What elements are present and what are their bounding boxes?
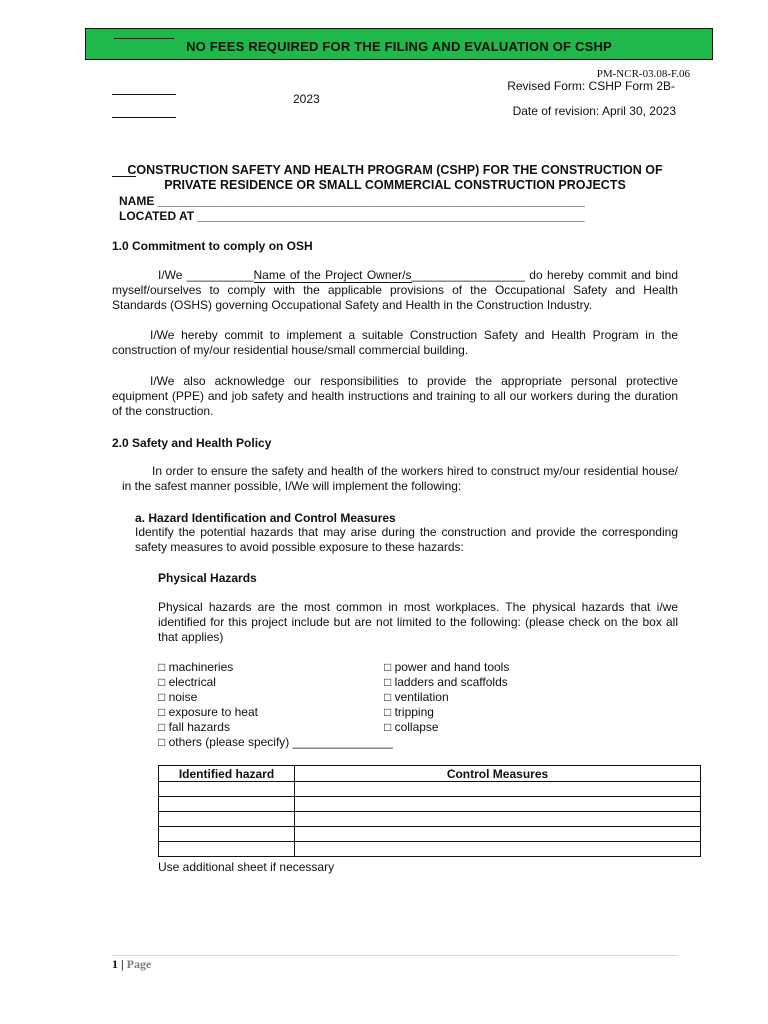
- form-code: PM-NCR-03.08-F.06: [596, 68, 690, 80]
- table-row: [159, 842, 701, 857]
- checkbox-ladders-and-scaffolds[interactable]: □ ladders and scaffolds: [384, 675, 508, 689]
- table-row: [159, 782, 701, 797]
- section-1-paragraph-3: I/We also acknowledge our responsibilities to provide the appropriate personal protective equipment (PPE) and job safety and health instructions and training to all our workers during the duration of the construction.: [112, 374, 678, 418]
- checkbox-collapse[interactable]: □ collapse: [384, 720, 439, 734]
- checkbox-noise[interactable]: □ noise: [158, 690, 198, 704]
- section-2-heading: 2.0 Safety and Health Policy: [112, 436, 272, 450]
- physical-hazards-text: Physical hazards are the most common in most workplaces. The physical hazards that i/we identified for this project include but are not limited to the following: (please check on the box all that applies): [158, 600, 678, 644]
- table-row: [159, 827, 701, 842]
- control-cell[interactable]: [295, 812, 701, 827]
- table-row: [159, 797, 701, 812]
- year: 2023: [293, 92, 320, 106]
- checkbox-exposure-to-heat[interactable]: □ exposure to heat: [158, 705, 258, 719]
- checklist-right: [384, 660, 509, 735]
- p1-blank: _________________: [411, 268, 525, 282]
- section-2-intro: In order to ensure the safety and health of the workers hired to construct my/our residential house/ in the safest manner possible, I/We will implement the following:: [122, 464, 678, 493]
- control-cell[interactable]: [295, 842, 701, 857]
- hazard-cell[interactable]: [159, 827, 295, 842]
- checkbox-machineries[interactable]: □ machineries: [158, 660, 234, 674]
- hazard-identification-heading: a. Hazard Identification and Control Measures: [135, 511, 396, 525]
- hazard-cell[interactable]: [159, 797, 295, 812]
- page-number: 1: [112, 957, 118, 971]
- hazard-cell[interactable]: [159, 812, 295, 827]
- no-fees-banner: [85, 28, 713, 60]
- table-row: [159, 812, 701, 827]
- physical-hazards-heading: Physical Hazards: [158, 571, 257, 585]
- page-footer: [112, 957, 151, 972]
- checkbox-others[interactable]: □ others (please specify) _______________: [158, 735, 393, 749]
- project-owner-field: Name of the Project Owner/s: [253, 268, 412, 282]
- blank-line-2: [112, 117, 176, 118]
- page-separator: |: [121, 957, 124, 971]
- title-line-1: CONSTRUCTION SAFETY AND HEALTH PROGRAM (CSHP) FOR THE CONSTRUCTION OF: [127, 163, 663, 177]
- checkbox-power-and-hand-tools[interactable]: □ power and hand tools: [384, 660, 510, 674]
- p1-suffix: do hereby commit and bind myself/ourselves to comply with the applicable provisions of the Occupational Safety and Health Standards (OSHS) governing Occupational Safety and Health in the Construction Industry.: [112, 268, 678, 312]
- date-of-revision: Date of revision: April 30, 2023: [512, 104, 676, 118]
- section-1-heading: 1.0 Commitment to comply on OSH: [112, 239, 313, 253]
- hazard-identification-text: Identify the potential hazards that may arise during the construction and provide the corresponding safety measures to avoid possible exposure to these hazards:: [135, 525, 678, 554]
- hazard-control-table: [158, 765, 701, 857]
- table-header-row: [159, 766, 701, 782]
- footer-divider: [112, 955, 678, 956]
- banner-text: NO FEES REQUIRED FOR THE FILING AND EVALUATION OF CSHP: [186, 39, 612, 54]
- section-1-paragraph-1: [112, 268, 678, 313]
- control-cell[interactable]: [295, 827, 701, 842]
- checkbox-tripping[interactable]: □ tripping: [384, 705, 434, 719]
- p1-prefix: I/We __________: [158, 268, 254, 282]
- checklist-left: [158, 660, 393, 750]
- control-cell[interactable]: [295, 797, 701, 812]
- page-label: Page: [126, 957, 152, 971]
- revised-form: Revised Form: CSHP Form 2B-: [507, 79, 675, 93]
- hazard-cell[interactable]: [159, 842, 295, 857]
- section-1-paragraph-2: I/We hereby commit to implement a suitable Construction Safety and Health Program in the construction of my/our residential house/small commercial building.: [112, 328, 678, 357]
- header-identified-hazard: Identified hazard: [159, 766, 295, 782]
- checkbox-fall-hazards[interactable]: □ fall hazards: [158, 720, 230, 734]
- checkbox-ventilation[interactable]: □ ventilation: [384, 690, 449, 704]
- name-field: NAME ________________________________________________________________: [119, 194, 585, 208]
- blank-line-1: [112, 94, 176, 95]
- checkbox-electrical[interactable]: □ electrical: [158, 675, 216, 689]
- located-at-field: LOCATED AT __________________________________________________________: [119, 209, 585, 223]
- hazard-cell[interactable]: [159, 782, 295, 797]
- document-title: [112, 163, 678, 193]
- control-cell[interactable]: [295, 782, 701, 797]
- header-control-measures: Control Measures: [295, 766, 701, 782]
- table-note: Use additional sheet if necessary: [158, 860, 335, 874]
- title-line-2: PRIVATE RESIDENCE OR SMALL COMMERCIAL CONSTRUCTION PROJECTS: [164, 178, 626, 192]
